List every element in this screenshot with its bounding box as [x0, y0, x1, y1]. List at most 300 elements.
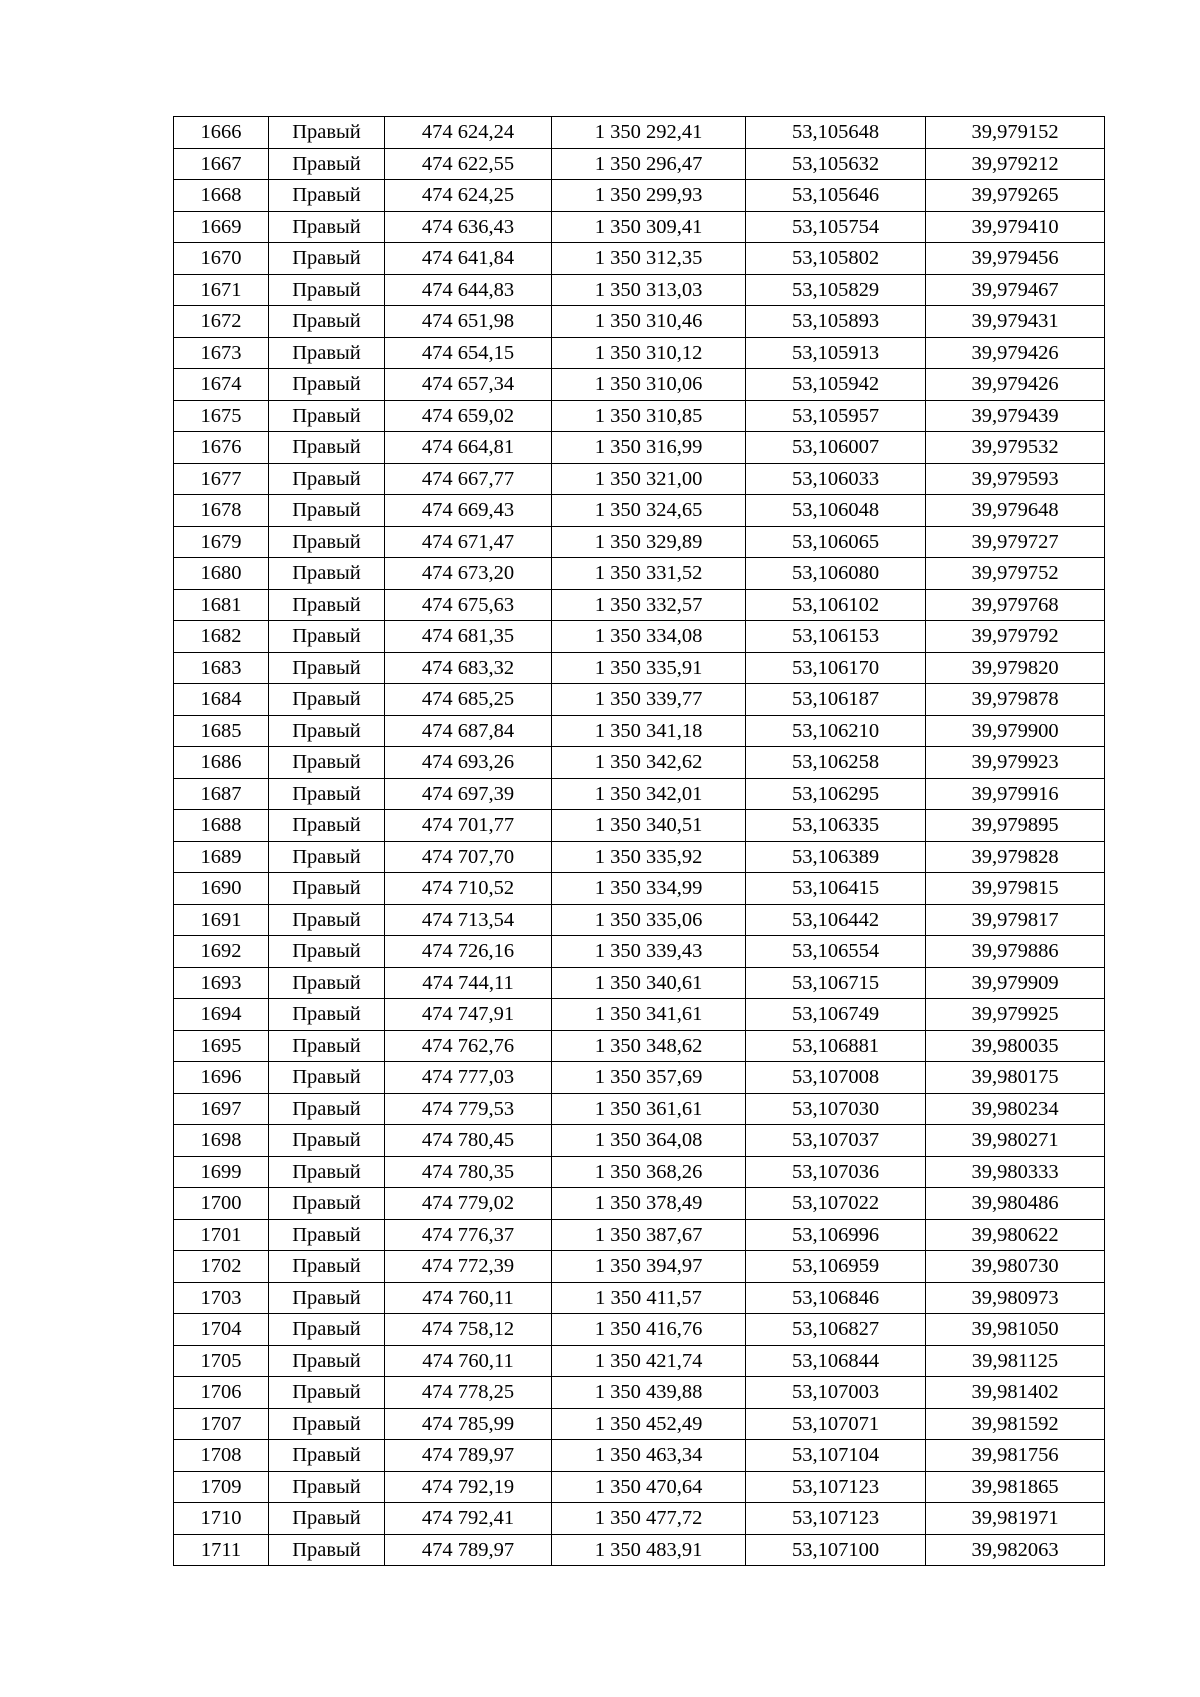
latitude-cell: 53,107071 — [746, 1408, 926, 1440]
y-coordinate-cell: 1 350 335,92 — [552, 841, 746, 873]
longitude-cell: 39,979815 — [926, 873, 1105, 905]
y-coordinate-cell: 1 350 331,52 — [552, 558, 746, 590]
table-row — [174, 1062, 1105, 1094]
y-coordinate-cell: 1 350 339,77 — [552, 684, 746, 716]
point-number-cell: 1699 — [174, 1156, 269, 1188]
bank-side-cell: Правый — [269, 1125, 385, 1157]
y-coordinate-cell: 1 350 324,65 — [552, 495, 746, 527]
longitude-cell: 39,979817 — [926, 904, 1105, 936]
y-coordinate-cell: 1 350 394,97 — [552, 1251, 746, 1283]
latitude-cell: 53,105632 — [746, 148, 926, 180]
coordinates-table — [173, 116, 1105, 1566]
longitude-cell: 39,981592 — [926, 1408, 1105, 1440]
x-coordinate-cell: 474 683,32 — [385, 652, 552, 684]
table-row — [174, 1503, 1105, 1535]
table-row — [174, 1282, 1105, 1314]
y-coordinate-cell: 1 350 340,61 — [552, 967, 746, 999]
latitude-cell: 53,105913 — [746, 337, 926, 369]
bank-side-cell: Правый — [269, 274, 385, 306]
bank-side-cell: Правый — [269, 1282, 385, 1314]
point-number-cell: 1685 — [174, 715, 269, 747]
point-number-cell: 1706 — [174, 1377, 269, 1409]
point-number-cell: 1675 — [174, 400, 269, 432]
bank-side-cell: Правый — [269, 936, 385, 968]
point-number-cell: 1701 — [174, 1219, 269, 1251]
y-coordinate-cell: 1 350 339,43 — [552, 936, 746, 968]
bank-side-cell: Правый — [269, 1440, 385, 1472]
table-row — [174, 810, 1105, 842]
x-coordinate-cell: 474 622,55 — [385, 148, 552, 180]
table-row — [174, 243, 1105, 275]
table-row — [174, 337, 1105, 369]
longitude-cell: 39,979426 — [926, 369, 1105, 401]
bank-side-cell: Правый — [269, 1471, 385, 1503]
bank-side-cell: Правый — [269, 999, 385, 1031]
bank-side-cell: Правый — [269, 432, 385, 464]
longitude-cell: 39,979727 — [926, 526, 1105, 558]
bank-side-cell: Правый — [269, 1219, 385, 1251]
y-coordinate-cell: 1 350 341,61 — [552, 999, 746, 1031]
latitude-cell: 53,105802 — [746, 243, 926, 275]
table-row — [174, 117, 1105, 149]
table-row — [174, 463, 1105, 495]
x-coordinate-cell: 474 693,26 — [385, 747, 552, 779]
bank-side-cell: Правый — [269, 873, 385, 905]
longitude-cell: 39,980175 — [926, 1062, 1105, 1094]
latitude-cell: 53,106827 — [746, 1314, 926, 1346]
bank-side-cell: Правый — [269, 841, 385, 873]
y-coordinate-cell: 1 350 340,51 — [552, 810, 746, 842]
longitude-cell: 39,979648 — [926, 495, 1105, 527]
point-number-cell: 1682 — [174, 621, 269, 653]
x-coordinate-cell: 474 710,52 — [385, 873, 552, 905]
table-row — [174, 274, 1105, 306]
x-coordinate-cell: 474 667,77 — [385, 463, 552, 495]
bank-side-cell: Правый — [269, 1030, 385, 1062]
bank-side-cell: Правый — [269, 589, 385, 621]
bank-side-cell: Правый — [269, 526, 385, 558]
point-number-cell: 1683 — [174, 652, 269, 684]
bank-side-cell: Правый — [269, 463, 385, 495]
y-coordinate-cell: 1 350 364,08 — [552, 1125, 746, 1157]
bank-side-cell: Правый — [269, 148, 385, 180]
latitude-cell: 53,106715 — [746, 967, 926, 999]
x-coordinate-cell: 474 685,25 — [385, 684, 552, 716]
longitude-cell: 39,979265 — [926, 180, 1105, 212]
longitude-cell: 39,979593 — [926, 463, 1105, 495]
point-number-cell: 1688 — [174, 810, 269, 842]
y-coordinate-cell: 1 350 292,41 — [552, 117, 746, 149]
table-row — [174, 621, 1105, 653]
point-number-cell: 1672 — [174, 306, 269, 338]
y-coordinate-cell: 1 350 439,88 — [552, 1377, 746, 1409]
x-coordinate-cell: 474 747,91 — [385, 999, 552, 1031]
x-coordinate-cell: 474 713,54 — [385, 904, 552, 936]
x-coordinate-cell: 474 636,43 — [385, 211, 552, 243]
bank-side-cell: Правый — [269, 1062, 385, 1094]
y-coordinate-cell: 1 350 477,72 — [552, 1503, 746, 1535]
point-number-cell: 1689 — [174, 841, 269, 873]
y-coordinate-cell: 1 350 483,91 — [552, 1534, 746, 1566]
longitude-cell: 39,979467 — [926, 274, 1105, 306]
y-coordinate-cell: 1 350 334,99 — [552, 873, 746, 905]
y-coordinate-cell: 1 350 357,69 — [552, 1062, 746, 1094]
table-row — [174, 1440, 1105, 1472]
latitude-cell: 53,106187 — [746, 684, 926, 716]
bank-side-cell: Правый — [269, 1156, 385, 1188]
y-coordinate-cell: 1 350 342,01 — [552, 778, 746, 810]
point-number-cell: 1668 — [174, 180, 269, 212]
y-coordinate-cell: 1 350 368,26 — [552, 1156, 746, 1188]
latitude-cell: 53,106295 — [746, 778, 926, 810]
y-coordinate-cell: 1 350 463,34 — [552, 1440, 746, 1472]
table-row — [174, 1314, 1105, 1346]
table-row — [174, 652, 1105, 684]
point-number-cell: 1678 — [174, 495, 269, 527]
latitude-cell: 53,106033 — [746, 463, 926, 495]
latitude-cell: 53,106170 — [746, 652, 926, 684]
x-coordinate-cell: 474 697,39 — [385, 778, 552, 810]
x-coordinate-cell: 474 780,35 — [385, 1156, 552, 1188]
table-row — [174, 747, 1105, 779]
x-coordinate-cell: 474 659,02 — [385, 400, 552, 432]
x-coordinate-cell: 474 651,98 — [385, 306, 552, 338]
table-row — [174, 400, 1105, 432]
longitude-cell: 39,979900 — [926, 715, 1105, 747]
x-coordinate-cell: 474 701,77 — [385, 810, 552, 842]
x-coordinate-cell: 474 785,99 — [385, 1408, 552, 1440]
x-coordinate-cell: 474 675,63 — [385, 589, 552, 621]
latitude-cell: 53,105957 — [746, 400, 926, 432]
table-row — [174, 999, 1105, 1031]
table-row — [174, 1093, 1105, 1125]
y-coordinate-cell: 1 350 316,99 — [552, 432, 746, 464]
bank-side-cell: Правый — [269, 747, 385, 779]
y-coordinate-cell: 1 350 312,35 — [552, 243, 746, 275]
point-number-cell: 1704 — [174, 1314, 269, 1346]
longitude-cell: 39,979828 — [926, 841, 1105, 873]
x-coordinate-cell: 474 789,97 — [385, 1440, 552, 1472]
point-number-cell: 1698 — [174, 1125, 269, 1157]
x-coordinate-cell: 474 707,70 — [385, 841, 552, 873]
point-number-cell: 1676 — [174, 432, 269, 464]
bank-side-cell: Правый — [269, 967, 385, 999]
table-row — [174, 1534, 1105, 1566]
point-number-cell: 1708 — [174, 1440, 269, 1472]
table-row — [174, 1377, 1105, 1409]
latitude-cell: 53,105829 — [746, 274, 926, 306]
bank-side-cell: Правый — [269, 652, 385, 684]
longitude-cell: 39,979532 — [926, 432, 1105, 464]
y-coordinate-cell: 1 350 470,64 — [552, 1471, 746, 1503]
latitude-cell: 53,106389 — [746, 841, 926, 873]
x-coordinate-cell: 474 760,11 — [385, 1345, 552, 1377]
latitude-cell: 53,107123 — [746, 1503, 926, 1535]
table-row — [174, 558, 1105, 590]
x-coordinate-cell: 474 789,97 — [385, 1534, 552, 1566]
bank-side-cell: Правый — [269, 621, 385, 653]
table-row — [174, 180, 1105, 212]
longitude-cell: 39,979456 — [926, 243, 1105, 275]
latitude-cell: 53,107100 — [746, 1534, 926, 1566]
latitude-cell: 53,105942 — [746, 369, 926, 401]
bank-side-cell: Правый — [269, 1503, 385, 1535]
latitude-cell: 53,106153 — [746, 621, 926, 653]
bank-side-cell: Правый — [269, 684, 385, 716]
longitude-cell: 39,979923 — [926, 747, 1105, 779]
y-coordinate-cell: 1 350 310,46 — [552, 306, 746, 338]
y-coordinate-cell: 1 350 310,12 — [552, 337, 746, 369]
bank-side-cell: Правый — [269, 1534, 385, 1566]
longitude-cell: 39,980271 — [926, 1125, 1105, 1157]
latitude-cell: 53,106007 — [746, 432, 926, 464]
point-number-cell: 1690 — [174, 873, 269, 905]
table-row — [174, 684, 1105, 716]
bank-side-cell: Правый — [269, 778, 385, 810]
x-coordinate-cell: 474 792,19 — [385, 1471, 552, 1503]
y-coordinate-cell: 1 350 387,67 — [552, 1219, 746, 1251]
bank-side-cell: Правый — [269, 180, 385, 212]
point-number-cell: 1710 — [174, 1503, 269, 1535]
latitude-cell: 53,106554 — [746, 936, 926, 968]
latitude-cell: 53,107030 — [746, 1093, 926, 1125]
y-coordinate-cell: 1 350 342,62 — [552, 747, 746, 779]
latitude-cell: 53,106996 — [746, 1219, 926, 1251]
y-coordinate-cell: 1 350 341,18 — [552, 715, 746, 747]
x-coordinate-cell: 474 772,39 — [385, 1251, 552, 1283]
x-coordinate-cell: 474 641,84 — [385, 243, 552, 275]
x-coordinate-cell: 474 654,15 — [385, 337, 552, 369]
latitude-cell: 53,105646 — [746, 180, 926, 212]
y-coordinate-cell: 1 350 452,49 — [552, 1408, 746, 1440]
latitude-cell: 53,105754 — [746, 211, 926, 243]
y-coordinate-cell: 1 350 421,74 — [552, 1345, 746, 1377]
y-coordinate-cell: 1 350 348,62 — [552, 1030, 746, 1062]
longitude-cell: 39,979426 — [926, 337, 1105, 369]
bank-side-cell: Правый — [269, 369, 385, 401]
x-coordinate-cell: 474 669,43 — [385, 495, 552, 527]
point-number-cell: 1692 — [174, 936, 269, 968]
bank-side-cell: Правый — [269, 810, 385, 842]
point-number-cell: 1697 — [174, 1093, 269, 1125]
y-coordinate-cell: 1 350 334,08 — [552, 621, 746, 653]
longitude-cell: 39,979752 — [926, 558, 1105, 590]
bank-side-cell: Правый — [269, 211, 385, 243]
longitude-cell: 39,981756 — [926, 1440, 1105, 1472]
table-row — [174, 1156, 1105, 1188]
latitude-cell: 53,107003 — [746, 1377, 926, 1409]
bank-side-cell: Правый — [269, 400, 385, 432]
latitude-cell: 53,106959 — [746, 1251, 926, 1283]
x-coordinate-cell: 474 681,35 — [385, 621, 552, 653]
latitude-cell: 53,107104 — [746, 1440, 926, 1472]
x-coordinate-cell: 474 673,20 — [385, 558, 552, 590]
table-row — [174, 526, 1105, 558]
longitude-cell: 39,980234 — [926, 1093, 1105, 1125]
table-row — [174, 1030, 1105, 1062]
longitude-cell: 39,980486 — [926, 1188, 1105, 1220]
y-coordinate-cell: 1 350 299,93 — [552, 180, 746, 212]
y-coordinate-cell: 1 350 335,06 — [552, 904, 746, 936]
point-number-cell: 1671 — [174, 274, 269, 306]
longitude-cell: 39,979212 — [926, 148, 1105, 180]
point-number-cell: 1693 — [174, 967, 269, 999]
bank-side-cell: Правый — [269, 243, 385, 275]
latitude-cell: 53,106210 — [746, 715, 926, 747]
point-number-cell: 1711 — [174, 1534, 269, 1566]
longitude-cell: 39,979895 — [926, 810, 1105, 842]
longitude-cell: 39,981865 — [926, 1471, 1105, 1503]
bank-side-cell: Правый — [269, 904, 385, 936]
latitude-cell: 53,106335 — [746, 810, 926, 842]
latitude-cell: 53,106065 — [746, 526, 926, 558]
y-coordinate-cell: 1 350 416,76 — [552, 1314, 746, 1346]
latitude-cell: 53,107123 — [746, 1471, 926, 1503]
longitude-cell: 39,981971 — [926, 1503, 1105, 1535]
longitude-cell: 39,981125 — [926, 1345, 1105, 1377]
bank-side-cell: Правый — [269, 1377, 385, 1409]
table-row — [174, 1251, 1105, 1283]
x-coordinate-cell: 474 644,83 — [385, 274, 552, 306]
point-number-cell: 1687 — [174, 778, 269, 810]
point-number-cell: 1669 — [174, 211, 269, 243]
longitude-cell: 39,982063 — [926, 1534, 1105, 1566]
table-row — [174, 1471, 1105, 1503]
latitude-cell: 53,106749 — [746, 999, 926, 1031]
x-coordinate-cell: 474 779,53 — [385, 1093, 552, 1125]
longitude-cell: 39,980035 — [926, 1030, 1105, 1062]
y-coordinate-cell: 1 350 309,41 — [552, 211, 746, 243]
latitude-cell: 53,106048 — [746, 495, 926, 527]
longitude-cell: 39,979431 — [926, 306, 1105, 338]
x-coordinate-cell: 474 657,34 — [385, 369, 552, 401]
longitude-cell: 39,980333 — [926, 1156, 1105, 1188]
longitude-cell: 39,979886 — [926, 936, 1105, 968]
x-coordinate-cell: 474 744,11 — [385, 967, 552, 999]
longitude-cell: 39,979878 — [926, 684, 1105, 716]
x-coordinate-cell: 474 779,02 — [385, 1188, 552, 1220]
latitude-cell: 53,105893 — [746, 306, 926, 338]
table-row — [174, 495, 1105, 527]
bank-side-cell: Правый — [269, 337, 385, 369]
y-coordinate-cell: 1 350 296,47 — [552, 148, 746, 180]
x-coordinate-cell: 474 758,12 — [385, 1314, 552, 1346]
longitude-cell: 39,979820 — [926, 652, 1105, 684]
latitude-cell: 53,107022 — [746, 1188, 926, 1220]
point-number-cell: 1673 — [174, 337, 269, 369]
table-row — [174, 778, 1105, 810]
point-number-cell: 1709 — [174, 1471, 269, 1503]
latitude-cell: 53,105648 — [746, 117, 926, 149]
x-coordinate-cell: 474 726,16 — [385, 936, 552, 968]
longitude-cell: 39,981402 — [926, 1377, 1105, 1409]
latitude-cell: 53,106080 — [746, 558, 926, 590]
y-coordinate-cell: 1 350 321,00 — [552, 463, 746, 495]
x-coordinate-cell: 474 664,81 — [385, 432, 552, 464]
y-coordinate-cell: 1 350 329,89 — [552, 526, 746, 558]
bank-side-cell: Правый — [269, 117, 385, 149]
latitude-cell: 53,106258 — [746, 747, 926, 779]
latitude-cell: 53,106102 — [746, 589, 926, 621]
table-row — [174, 148, 1105, 180]
y-coordinate-cell: 1 350 310,06 — [552, 369, 746, 401]
point-number-cell: 1691 — [174, 904, 269, 936]
bank-side-cell: Правый — [269, 1408, 385, 1440]
table-row — [174, 967, 1105, 999]
table-row — [174, 1188, 1105, 1220]
x-coordinate-cell: 474 778,25 — [385, 1377, 552, 1409]
longitude-cell: 39,979410 — [926, 211, 1105, 243]
table-row — [174, 589, 1105, 621]
table-row — [174, 841, 1105, 873]
point-number-cell: 1705 — [174, 1345, 269, 1377]
latitude-cell: 53,107008 — [746, 1062, 926, 1094]
bank-side-cell: Правый — [269, 1314, 385, 1346]
latitude-cell: 53,107036 — [746, 1156, 926, 1188]
point-number-cell: 1694 — [174, 999, 269, 1031]
x-coordinate-cell: 474 776,37 — [385, 1219, 552, 1251]
bank-side-cell: Правый — [269, 558, 385, 590]
y-coordinate-cell: 1 350 332,57 — [552, 589, 746, 621]
longitude-cell: 39,979916 — [926, 778, 1105, 810]
coordinates-table-body — [174, 117, 1105, 1566]
table-row — [174, 1125, 1105, 1157]
point-number-cell: 1686 — [174, 747, 269, 779]
longitude-cell: 39,979768 — [926, 589, 1105, 621]
table-row — [174, 715, 1105, 747]
x-coordinate-cell: 474 671,47 — [385, 526, 552, 558]
y-coordinate-cell: 1 350 310,85 — [552, 400, 746, 432]
point-number-cell: 1670 — [174, 243, 269, 275]
point-number-cell: 1677 — [174, 463, 269, 495]
bank-side-cell: Правый — [269, 715, 385, 747]
point-number-cell: 1666 — [174, 117, 269, 149]
x-coordinate-cell: 474 760,11 — [385, 1282, 552, 1314]
bank-side-cell: Правый — [269, 306, 385, 338]
point-number-cell: 1674 — [174, 369, 269, 401]
longitude-cell: 39,980730 — [926, 1251, 1105, 1283]
bank-side-cell: Правый — [269, 1345, 385, 1377]
x-coordinate-cell: 474 624,24 — [385, 117, 552, 149]
longitude-cell: 39,979439 — [926, 400, 1105, 432]
x-coordinate-cell: 474 777,03 — [385, 1062, 552, 1094]
y-coordinate-cell: 1 350 313,03 — [552, 274, 746, 306]
latitude-cell: 53,106415 — [746, 873, 926, 905]
point-number-cell: 1681 — [174, 589, 269, 621]
point-number-cell: 1707 — [174, 1408, 269, 1440]
longitude-cell: 39,979152 — [926, 117, 1105, 149]
x-coordinate-cell: 474 780,45 — [385, 1125, 552, 1157]
table-row — [174, 1219, 1105, 1251]
x-coordinate-cell: 474 687,84 — [385, 715, 552, 747]
point-number-cell: 1702 — [174, 1251, 269, 1283]
bank-side-cell: Правый — [269, 1188, 385, 1220]
point-number-cell: 1703 — [174, 1282, 269, 1314]
point-number-cell: 1696 — [174, 1062, 269, 1094]
y-coordinate-cell: 1 350 411,57 — [552, 1282, 746, 1314]
table-row — [174, 873, 1105, 905]
bank-side-cell: Правый — [269, 1251, 385, 1283]
x-coordinate-cell: 474 624,25 — [385, 180, 552, 212]
latitude-cell: 53,106881 — [746, 1030, 926, 1062]
latitude-cell: 53,106844 — [746, 1345, 926, 1377]
longitude-cell: 39,980622 — [926, 1219, 1105, 1251]
table-row — [174, 211, 1105, 243]
table-row — [174, 904, 1105, 936]
point-number-cell: 1667 — [174, 148, 269, 180]
latitude-cell: 53,107037 — [746, 1125, 926, 1157]
table-row — [174, 1345, 1105, 1377]
